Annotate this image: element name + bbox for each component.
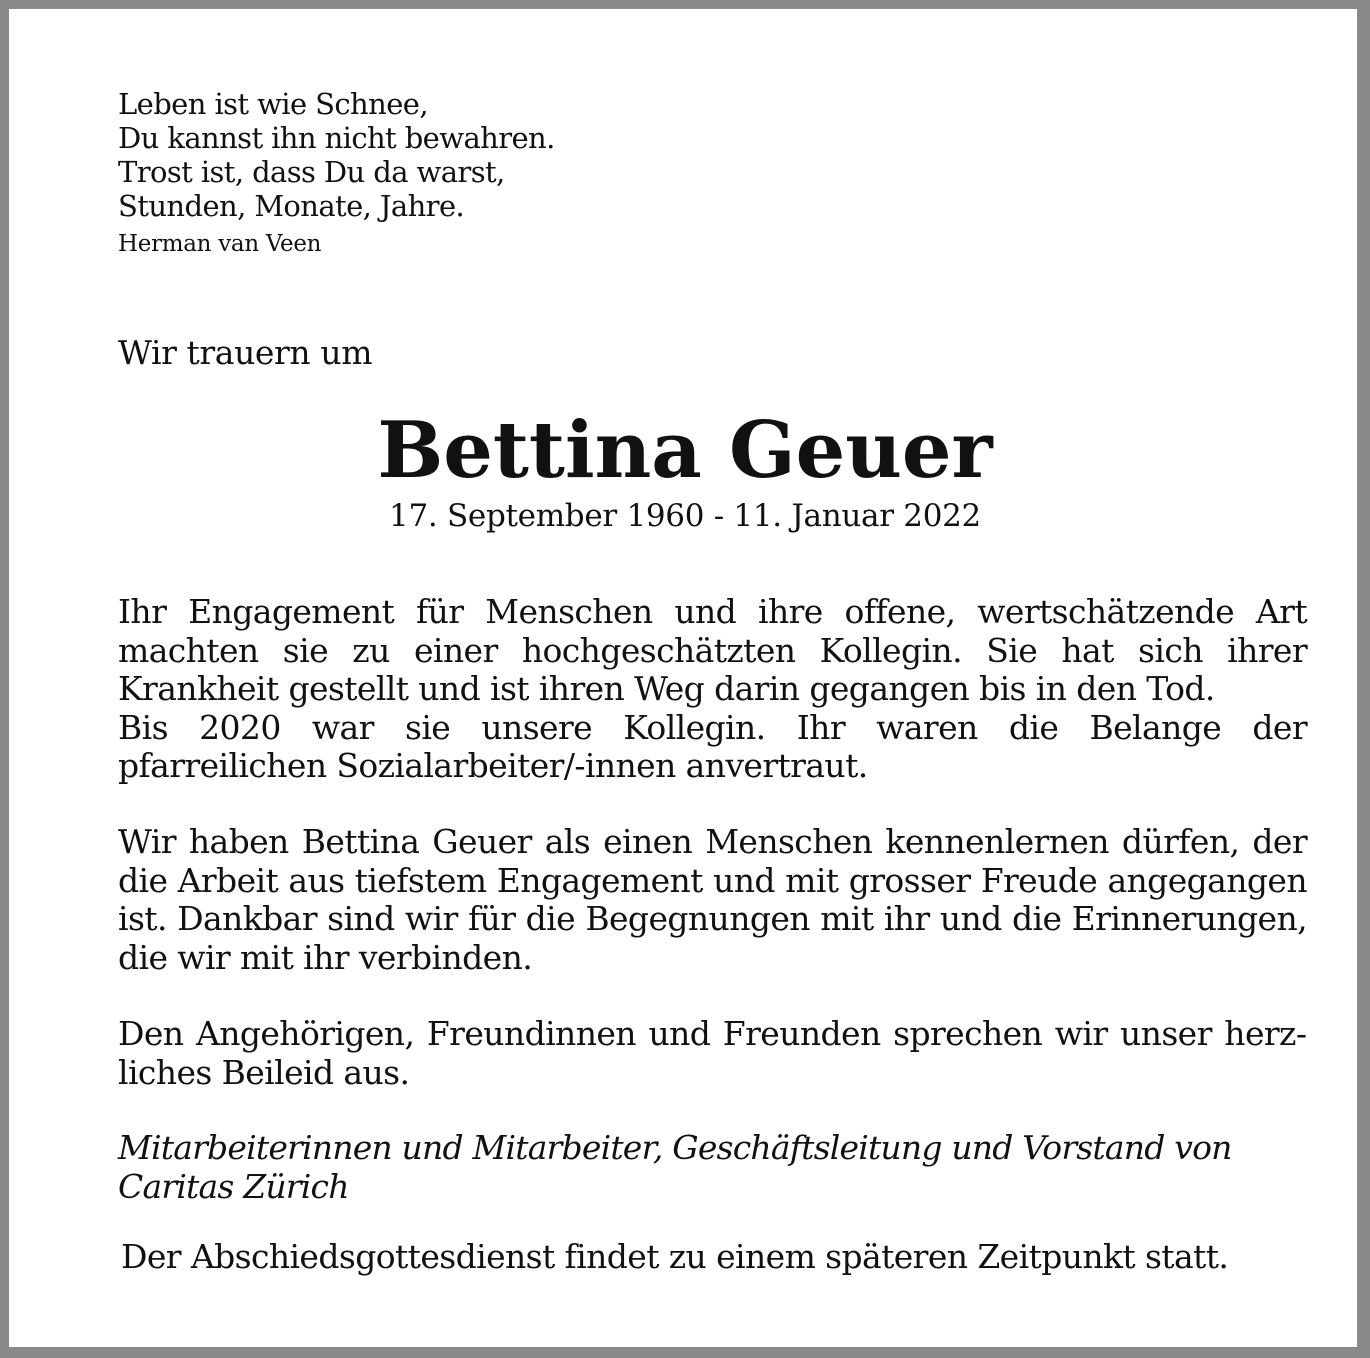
paragraph-condolence: Den Angehörigen, Freundinnen und Freunden sprechen wir unser herzliches Beileid aus. — [118, 1014, 1307, 1092]
deceased-name: Bettina Geuer — [377, 405, 993, 496]
signature-line: Mitarbeiterinnen und Mitarbeiter, Geschäftsleitung und Vorstand von — [118, 1128, 1232, 1167]
signature — [118, 1129, 1307, 1206]
life-dates: 17. September 1960 - 11. Januar 2022 — [389, 498, 981, 534]
poem-author: Herman van Veen — [118, 231, 322, 257]
poem-line: Stunden, Monate, Jahre. — [118, 189, 465, 223]
poem-line: Du kannst ihn nicht bewahren. — [118, 121, 555, 155]
paragraph-engagement — [118, 593, 1307, 786]
paragraph-text: Bis 2020 war sie unsere Kollegin. Ihr waren die Belange der pfarreilichen Sozialarbeiter/-innen anvertraut. — [118, 707, 1307, 785]
poem-line: Leben ist wie Schnee, — [118, 87, 428, 121]
paragraph-text: Ihr Engagement für Menschen und ihre offene, wertschätzende Art machten sie zu einer hochgeschätzten Kollegin. Sie hat sich ihrer Krankheit gestellt und ist ihren Weg darin gegangen bis in den Tod. — [118, 592, 1307, 708]
intro-text: Wir trauern um — [118, 333, 373, 372]
signature-line: Caritas Zürich — [118, 1166, 349, 1206]
obituary-page — [9, 9, 1357, 1347]
poem — [118, 87, 818, 259]
service-notice: Der Abschiedsgottesdienst findet zu einem späteren Zeitpunkt statt. — [121, 1237, 1229, 1276]
poem-line: Trost ist, dass Du da warst, — [118, 155, 505, 189]
paragraph-gratitude: Wir haben Bettina Geuer als einen Menschen kennenlernen dürfen, der die Arbeit aus tiefstem Engagement und mit grosser Freude angegangen ist. Dankbar sind wir für die Begegnungen mit ihr und die Erinnerungen, die wir mit ihr verbinden. — [118, 822, 1307, 977]
